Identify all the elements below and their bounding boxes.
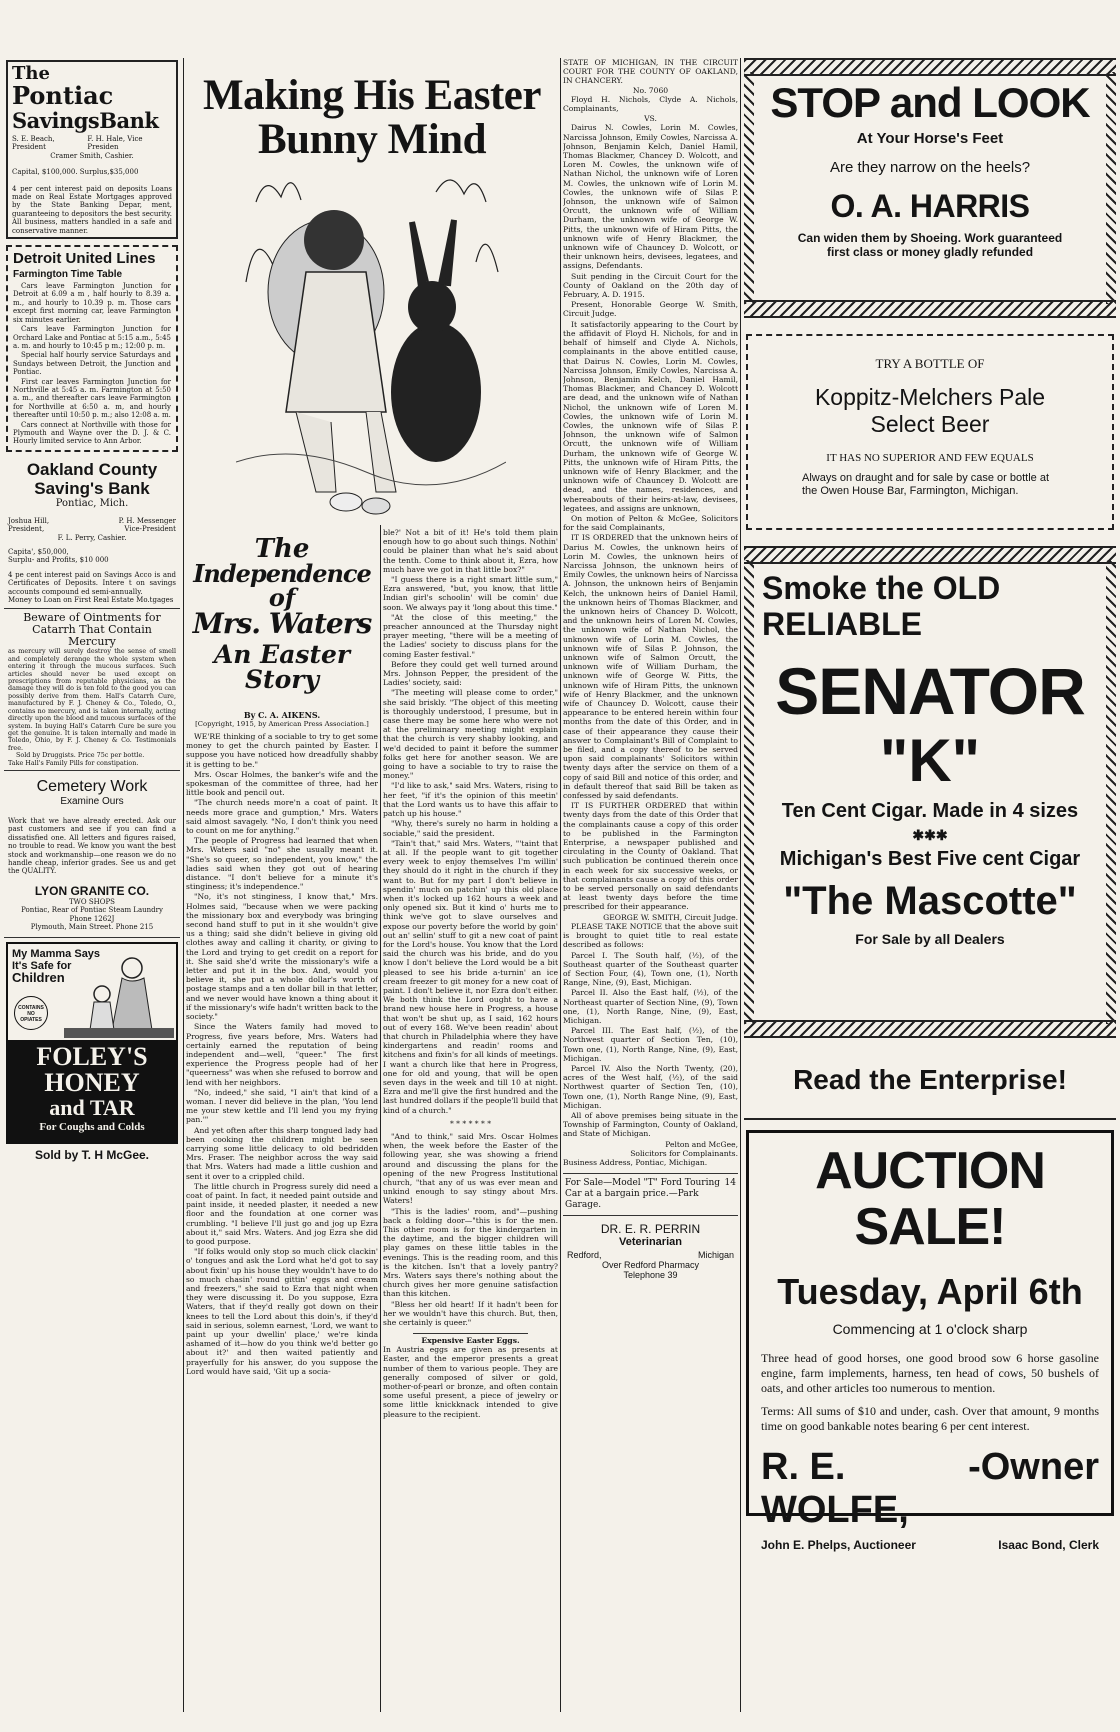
paragraph: Suit pending in the Circuit Court for the County of Oakland on the 20th day of February, A. D. 1915.: [563, 271, 738, 300]
oakland-bank-ad: [4, 458, 180, 610]
ointments-ad: [4, 609, 180, 771]
stop-name: O. A. HARRIS: [830, 188, 1030, 224]
oakland-loans: Money to Loan on First Real Estate Mo.tgages: [8, 596, 174, 605]
story-body: [186, 732, 378, 1376]
auction-date: Tuesday, April 6th: [777, 1271, 1083, 1312]
foleys-brand3: and TAR: [49, 1095, 135, 1121]
enterprise-text: Read the Enterprise!: [793, 1064, 1067, 1095]
versus: VS.: [644, 114, 657, 124]
column-rule: [740, 58, 741, 1712]
cigar-divider-icon: ✱✱✱: [912, 827, 948, 843]
perrin-phone: Telephone 39: [623, 1270, 678, 1281]
story-continued-body: [383, 528, 558, 1327]
cemetery-shop2: Plymouth, Main Street. Phone 215: [30, 923, 154, 931]
detroit-lines-title: Detroit United Lines: [13, 250, 156, 268]
perrin-title: Veterinarian: [619, 1236, 682, 1249]
auction-headline: AUCTION SALE!: [815, 1142, 1045, 1256]
mother-child-illustration: [64, 950, 174, 1038]
for-sale-text: For Sale—Model "T" Ford Touring Car at a bargain price.—Park Garage.: [565, 1178, 721, 1211]
cemetery-subtitle: Examine Ours: [60, 795, 124, 807]
for-sale-ad: [563, 1173, 738, 1216]
cigar-brand1: SENATOR: [775, 654, 1085, 728]
foleys-sold: Sold by T. H McGee.: [34, 1148, 150, 1163]
cigar-smoke2: RELIABLE: [762, 606, 922, 642]
legal-heading: STATE OF MICHIGAN, IN THE CIRCUIT COURT FOR THE COUNTY OF OAKLAND, IN CHANCERY.: [563, 58, 738, 86]
legal-notice: [563, 58, 738, 1167]
auction-owner-name: R. E. WOLFE,: [761, 1446, 909, 1531]
stop-line1: Can widen them by Shoeing. Work guaranteed: [797, 231, 1063, 245]
paragraph: Mrs. Oscar Holmes, the banker's wife and the spokesman of the committee of three, had her little book and pencil out.: [186, 769, 378, 798]
paragraph: On motion of Pelton & McGee, Solicitors for the said Complainants,: [563, 513, 738, 533]
paragraph: Special half hourly service Saturdays and Sundays between Detroit, the Junction and Pontiac.: [13, 351, 171, 377]
cigar-best: Michigan's Best Five cent Cigar: [779, 848, 1081, 870]
perrin-ad: [563, 1216, 738, 1286]
oakland-surplus: Surplu- and Profits, $10 000: [8, 556, 109, 565]
oakland-place: Pontiac, Mich.: [55, 497, 129, 509]
story-byline: By C. A. AIKENS.: [243, 710, 321, 720]
bank-name-line1: The: [12, 63, 50, 84]
beer-body: Always on draught and for sale by case or bottle at the Owen House Bar, Farmington, Michigan.: [802, 472, 1050, 497]
solicitors-title: Solicitors for Complainants.: [630, 1148, 738, 1158]
badge-text: NO: [27, 1011, 35, 1018]
easter-bunny-illustration: [236, 162, 506, 522]
story-title-5: An Easter Story: [213, 640, 351, 694]
ointments-pills: Take Hall's Family Pills for constipation.: [8, 758, 139, 767]
paragraph: IT IS FURTHER ORDERED that within twenty days from the date of this Order that the complainants cause a copy of this order to be published in the Farmington Enterprise, a newspaper published and circulating in the County of Oakland. That such publication be continued therein once in each week for six successive weeks, or that complainants cause a copy of this order to be served personally on said defendants at least twenty days before the time prescribed for their appearance.: [563, 801, 738, 912]
stop-headline: STOP and LOOK: [770, 79, 1090, 126]
cigar-price: Ten Cent Cigar. Made in 4 sizes: [781, 800, 1079, 822]
paragraph: Cars connect at Northville with those for Plymouth and Wayne over the D. J. & C. Hourly limited service to Ann Arbor.: [13, 420, 171, 446]
cemetery-title: Cemetery Work: [36, 777, 148, 795]
story-title-2: Independence: [193, 559, 371, 588]
section-stars: * * * * * * *: [449, 1118, 492, 1128]
paragraph: Cars leave Farmington Junction for Orchard Lake and Pontiac at 5:15 a.m., 5:45 a. m. and hourly to 10:45 p m.; 12:00 p. m.: [13, 325, 171, 350]
notice: PLEASE TAKE NOTICE that the above suit is brought to quiet title to real estate described as follows:: [563, 921, 738, 950]
bank-name-line3: SavingsBank: [12, 108, 159, 133]
paragraph: First car leaves Farmington Junction for Northville at 5:45 a. m. Farmington at 5:50 a. m., and thereafter cars leave Farmington for Northville at 6:50 a. m, and hourly thereafter until 10:50 p. m.; also 12:08 a. m.: [13, 377, 171, 420]
paragraph: WE'RE thinking of a sociable to try to get some money to get the church painted by Easter. I suppose you have noticed how dreadfully shabby it is getting to be.": [186, 732, 378, 769]
ads-column: [744, 58, 1116, 1716]
auction-ad: [746, 1130, 1114, 1552]
story-continued-column: [383, 528, 558, 1716]
beer-brand1: Koppitz-Melchers Pale: [814, 384, 1046, 410]
auction-owner-dash: -: [968, 1446, 981, 1488]
oakland-title-2: Saving's Bank: [34, 478, 150, 498]
foleys-line2: It's Safe for: [12, 960, 72, 973]
oakland-title-1: Oakland County: [26, 459, 158, 479]
beer-try: TRY A BOTTLE OF: [875, 356, 985, 371]
paragraph: "No, indeed," she said, "I ain't that kind of a woman. I never did believe in the plan, 'You lend me your stew kettle and I'll lend you my frying pan.'": [186, 1087, 378, 1125]
parcel: Parcel I. The South half, (½), of the Southeast quarter of the Southeast quarter of Section Four, (4), Town one, (1), North Range, Nine, (9), East, Michigan.: [563, 950, 738, 988]
paragraph: "At the close of this meeting," the preacher announced at the Thursday night prayer meeting, "there will be a meeting of the Ladies' society to discuss plans for the coming Easter festival.": [383, 612, 558, 659]
paragraph: "The meeting will please come to order," she said briskly. "The object of this meeting is thoroughly understood, I presume, but in case there may be some here who were not at the preliminary meeting might explain that the church is very shabby looking, and we'd decided to paint it before the summer folks get here for another season. We are going to have a sociable to try to raise the money.": [383, 688, 558, 781]
detroit-lines-ad: [6, 245, 178, 452]
paragraph: Cars leave Farmington Junction for Detroit at 6.09 a m , half hourly to 8.39 a. m., and hourly to 10.39 p. m. Those cars except first morning car, leave Farmington six minutes earlier.: [13, 282, 171, 324]
stop-line2: first class or money gladly refunded: [826, 245, 1034, 259]
story-title-1: The: [254, 534, 310, 564]
beer-ad: [746, 334, 1114, 530]
story-copyright: [Copyright, 1915, by American Press Association.]: [195, 720, 369, 728]
story-column: [186, 528, 378, 1716]
auction-clerk: Isaac Bond, Clerk: [998, 1538, 1099, 1552]
foleys-brand2: HONEY: [44, 1068, 140, 1098]
paragraph: And yet often after this sharp tongued lady had been cooking the children might be seen carrying some little delicacy to old bedridden Mrs. Fraser. The neighbor across the way said that Mrs. Waters had made a little cushion and sent it over to a crippled child.: [186, 1125, 378, 1181]
story-title-4: Mrs. Waters: [192, 607, 372, 640]
cigar-ad: [744, 546, 1116, 1038]
detroit-lines-body: [13, 282, 171, 446]
parcel: Parcel II. Also the East half, (½), of the Northeast quarter of Section Nine, (9), Town one, (1), North Range, Nine, (9), East, Michigan.: [563, 988, 738, 1025]
badge-text: CONTAINS: [18, 1005, 44, 1012]
beer-brand2: Select Beer: [870, 411, 990, 437]
bank-name-line2: Pontiac: [12, 81, 114, 110]
cemetery-phone1: Phone 1262J: [69, 914, 115, 923]
paragraph: "No, it's not stinginess, I know that," Mrs. Holmes said, "because when we were packing the missionary box and everybody was bringing second hand stuff to put in it she wouldn't give us a thing; said she didn't believe in giving old clothes away and calling it charity, or giving to the Lord and trying to get credit on a report for it. She said she'd write the missionary's wife a letter and put it in the box. And, would you believe it, she put a whole dollar's worth of postage stamps and a ten dollar bill in that letter, and we never would have known a thing about it if the missionary's wife hadn't written back to the society.": [186, 892, 378, 1022]
officer-title: Vice-President: [124, 525, 176, 534]
officer-title: President,: [8, 525, 45, 534]
stop-sub1: At Your Horse's Feet: [856, 130, 1004, 147]
cemetery-body: Work that we have already erected. Ask our past customers and see if you can find a dissatisfied one. All letters and figures raised, no trouble to read. We know you want the best stock and workmanship—one reason we do no handle cheap, inferior grades. See us and get the QUALITY.: [8, 816, 176, 876]
story-title-3: of: [268, 583, 296, 612]
paragraph: "I'd like to ask," said Mrs. Waters, rising to her feet, "if it's the opinion of this meetin' that the Lord wants us to have this affair to patch up his house.": [383, 781, 558, 819]
stop-sub2: Are they narrow on the heels?: [829, 159, 1031, 176]
cigar-brand2: "K": [879, 727, 981, 794]
cigar-dealers: For Sale by all Dealers: [855, 931, 1005, 947]
auction-body: Three head of good horses, one good brood sow 6 horse gasoline engine, farm implements, harness, ten head of cows, 50 bushels of oats, and other articles too numerous to mention.: [761, 1351, 1099, 1395]
parcel: Parcel III. The East half, (½), of the Northwest quarter of Section Ten, (10), Town one, (1), North Range, Nine, (9), East, Michigan.: [563, 1026, 738, 1063]
foleys-line1: My Mamma Says: [12, 948, 101, 961]
paragraph: ble?' Not a bit of it! He's told them plain enough how to go about such things. Nothin' could be plainer than what he's said about the tenth. Come to think about it, Ezra, how much have we got in that little box?": [383, 528, 558, 574]
paragraph: Since the Waters family had moved to Progress, five years before, Mrs. Waters had certainly earned the reputation of being independent and—well, "queer." The first experience the Progress people had of her "queerness" was when she refused to borrow and lend with her neighbors.: [186, 1022, 378, 1087]
column-rule: [183, 58, 184, 1712]
paragraph: "The church needs more'n a coat of paint. It needs more grace and gumption," Mrs. Waters said almost savagely. "No, I don't think you need to count on me for anything.": [186, 798, 378, 836]
paragraph: "Why, there's surely no harm in holding a sociable," said the president.: [383, 819, 558, 838]
paragraph: Before they could get well turned around Mrs. Johnson Pepper, the president of the Ladies' society, said:: [383, 659, 558, 688]
paragraph: The little church in Progress surely did need a coat of paint. In fact, it needed paint outside and paint inside, it needed plaster, it needed a new floor and the foundation at one corner was crumbling. "I believe I'll just go and jog up Ezra about it," said Mrs. Waters. And jog Ezra she did to good purpose.: [186, 1181, 378, 1246]
paragraph: "If folks would only stop so much click clackin' o' tongues and ask the Lord what he'd got to say about fixin' up his house they wouldn't have to do so much chasin' round gittin' eggs and cream and freezers," she said to Ezra that night when they were discussing it. Do you suppose, Ezra Waters, that if they'd really got down on their knees to tell the Lord about this doin's, if they'd said in serious, solemn earnest, 'Lord, we want to paint up your dwellin' place,' we're kinda ashamed of it—how do you think we'd better go about it?' and then waited patiently and prayerfully for his answer, do you suppose the Lord would have said, 'Git up a socia-: [186, 1247, 378, 1376]
bank-capital: Capital, $100,000. Surplus,$35,000: [12, 168, 139, 177]
ointments-sold: Sold by Druggists. Price 75c per bottle.: [16, 751, 145, 760]
auction-auctioneer: John E. Phelps, Auctioneer: [761, 1538, 916, 1552]
foleys-ad: [6, 942, 178, 1144]
paragraph: The people of Progress had learned that when Mrs. Waters said "no" she usually meant it. "She's so queer, so independent, you know," the ladies said when they got out of hearing distance. "I don't believe for a minute it's stinginess; it's independence.": [186, 836, 378, 892]
paragraph: "And to think," said Mrs. Oscar Holmes when, the week before the Easter of the following year, she was showing a friend around and discussing the plans for the opening of the new Progress Institutional church, "that any of us was ever mean and unkind enough to say stingy about Mrs. Waters!: [383, 1132, 558, 1206]
auction-time: Commencing at 1 o'clock sharp: [832, 1321, 1028, 1337]
paragraph: "Bless her old heart! If it hadn't been for her we wouldn't have this church. But, then, she certainly is queer.": [383, 1299, 558, 1328]
cemetery-ad: [4, 771, 180, 938]
eggs-title: Expensive Easter Eggs.: [421, 1336, 520, 1346]
cigar-mascotte: "The Mascotte": [783, 879, 1077, 923]
ointments-title: Beware of Ointments for Catarrh That Contain Mercury: [23, 611, 161, 649]
foleys-line3: Children: [12, 970, 65, 986]
paragraph: "This is the ladies' room, and"—pushing back a folding door—"this is for the men. This other room is for the kindergarten in the daytime, and the bigger children will play games on these little tables in the evenings. This is the reading room, and this is the kitchen. Isn't that a lovely pantry? Mrs. Waters says there's nothing about the church gives her more genuine satisfaction than this kitchen.: [383, 1206, 558, 1299]
defendants: Dairus N. Cowles, Lorin M. Cowles, Narcissa Johnson, Emily Cowles, Narcissa A. Johnson, Benjamin Kelch, Daniel Hamil, Thomas Blackmer, Chancey D. Wolcott, and Loren M. Cowles, the unknown wife of Nathan Nichol, the unknown wife of Loren M. Cowles, the unknown wife of Lorin M. Cowles, the unknown wife of Silas P. Johnson, the unknown wife of Salmon Orcutt, the unknown wife of William Durham, the unknown wife of George W. Pitts, the unknown wife of Hiram Pitts, the unknown wife of Henry Blackmer, the unknown wife of Chauncey D. Wolcott, or their unknown heirs, devisees, legatees, and assigns, Defendants.: [563, 123, 738, 271]
bank-cashier: Cramer Smith, Cashier.: [50, 151, 134, 160]
cemetery-company: LYON GRANITE CO.: [34, 883, 150, 898]
bank-body: 4 per cent interest paid on deposits Loans made on Real Estate Mortgages approved by the State Banking Depar, ment, guaranteeing to depositors the best security. All business, matters handled in a safe and conservative manner.: [12, 184, 172, 235]
cemetery-shop1: Pontiac, Rear of Pontiac Steam Laundry: [21, 906, 163, 915]
cigar-smoke1: Smoke the OLD: [762, 570, 1001, 606]
plaintiffs: Floyd H. Nichols, Clyde A. Nichols, Complainants,: [563, 94, 738, 114]
paragraph: Present, Honorable George W. Smith, Circuit Judge.: [563, 300, 738, 319]
detroit-lines-subtitle: Farmington Time Table: [13, 269, 123, 281]
oakland-body: 4 pe cent interest paid on Savings Acco is and Certificates of Deposits. Intere t on savings accounts compound ed semi-annually.: [8, 570, 176, 596]
foleys-tagline: For Coughs and Colds: [39, 1121, 145, 1134]
column-rule: [380, 525, 381, 1712]
oakland-cashier: F. L. Perry, Cashier.: [57, 533, 127, 542]
for-sale-number: 14: [724, 1178, 736, 1189]
auction-owner-label: Owner: [980, 1446, 1099, 1488]
case-number: No. 7060: [632, 85, 669, 95]
pontiac-bank-ad: [6, 60, 178, 239]
perrin-state: Michigan: [697, 1250, 734, 1261]
stop-look-ad: [744, 58, 1116, 318]
cemetery-shops: TWO SHOPS: [69, 897, 115, 906]
perrin-name: DR. E. R. PERRIN: [600, 1222, 701, 1237]
judge-signature: GEORGE W. SMITH, Circuit Judge.: [603, 912, 738, 922]
auction-terms: Terms: All sums of $10 and under, cash. Over that amount, 9 months time on good bankable notes bearing 6 per cent interest.: [761, 1404, 1099, 1433]
bank-officer-right: F. H. Hale, Vice Presiden: [87, 135, 143, 152]
officer-name: Joshua Hill,: [8, 516, 50, 525]
easter-feature: [186, 58, 558, 528]
perrin-address: Over Redford Pharmacy: [601, 1260, 700, 1271]
beer-claim: IT HAS NO SUPERIOR AND FEW EQUALS: [826, 452, 1034, 464]
business-address: Business Address, Pontiac, Michigan.: [563, 1157, 708, 1167]
ointments-body: as mercury will surely destroy the sense of smell and completely derange the whole system when entering it through the mucous surfaces. Such articles should never be used except on prescriptions from reputable physicians, as the damage they will do is ten fold to the good you can possibly derive from them. Hall's Catarrh Cure, manufactured by F. J. Cheney & Co., Toledo, O., contains no mercury, and is taken internally, acting directly upon the blood and mucous surfaces of the system. In buying Hall's Catarrh Cure be sure you get the genuine. It is taken internally and made in Toledo, Ohio, by F. J. Cheney & Co. Testimonials free.: [8, 647, 176, 752]
paragraph: "I guess there is a right smart little sum," Ezra answered, "but, you know, that little Indian girl's schoolin' will be comin' due soon. We always pay it 'long about this time.": [383, 575, 558, 612]
paragraph: IT IS ORDERED that the unknown heirs of Darius M. Cowles, the unknown heirs of Lorin M. Cowles, the unknown heirs of Narcissa Johnson, the unknown heirs of Emily Cowles, the unknown heirs of Narcissa A. Johnson, the unknown heirs of Benjamin Kelch, the unknown heirs of Daniel Hamil, the unknown heirs of Thomas Blackmer, and the unknown heirs of Chancey D. Wolcott, and the unknown heirs of Loren M. Cowles, the unknown wife of Nathan Nichol, the unknown wife of Lorin M. Cowles, the unknown wife of Silas P. Johnson, the unknown wife of Salmon Orcutt, the unknown wife of William Durham, the unknown wife of George W. Pitts, the unknown wife of Hiram Pitts, the unknown wife of Henry Blackmer, and the unknown wife of Chauncey D. Wolcott, cause their appearance to be entered herein within four months from the date of this Order, and in case of their appearance they cause their answer to Complainant's Bill of Complaint to be filed, and a copy thereof to be served upon said complainants' Solicitors within twenty days after the service on them of a copy of said Bill and notice of this order, and in default thereof that said Bill be taken as confessed by said defendants.: [563, 533, 738, 801]
badge-text: OPIATES: [20, 1017, 42, 1024]
paragraph: "Tain't that," said Mrs. Waters, "'taint that at all. If the people want to git together every week to enjoy themselves I'm willin' they should do it right in the church if they want to. But for my part I don't believe in spendin' much on patchin' up this old place when it's locked up 162 hours a week and only opened six. But it kind o' hurts me to think we've got to slave ourselves and expose our poverty before the world by goin' out an' sellin' stuff to git a new coat of paint for the Lord's house. You know that the Lord said the church was his bride, and do you know I don't believe the Lord would be a bit pleased to see his bride a-turnin' an ice cream freezer to git money for a new coat of paint. I don't believe it, nor Ezra don't either. We both think the Lord ought to have a brand new house here in Progress, a house that won't be shut up, as I said, 162 hours out of every 168. We've been readin' about that church in Philadelphia where they have kindergartens and readin' rooms and kitchens and fixin's for all kinds of meetings. I want a church like that here in Progress, one for old and young, that will be open seven days in the week and till 10 at night. Ezra and me'll give the first hundred and the last hundred dollars if the people'll build that kind of a church.": [383, 838, 558, 1115]
column-1: [4, 58, 180, 1716]
foleys-brand1: FOLEY'S: [36, 1042, 148, 1072]
foleys-badge: [14, 996, 48, 1030]
column-rule: [560, 58, 561, 1712]
legal-notice-column: [563, 58, 738, 1716]
feature-headline: Making His Easter Bunny Mind: [203, 72, 541, 163]
paragraph: It satisfactorily appearing to the Court by the affidavit of Floyd H. Nichols, for and in behalf of himself and Clyde A. Nichols, complainants in the above entitled cause, that Dairus N. Cowles, Lorin M. Cowles, Narcissa Johnson, Emily Cowles, Narcissa A. Johnson, Benjamin Kelch, Daniel Hamil, Thomas Blackmer, and Chancey D. Wolcott are dead, and the unknown wife of Nathan Nichol, the unknown wife of Loren M. Cowles, the unknown wife of Lorin M. Cowles, the unknown wife of Silas P. Johnson, the unknown wife of Salmon Orcutt, the unknown wife of William Durham, the unknown wife of George W. Pitts, the unknown wife of Hiram Pitts, the unknown wife of Henry Blackmer, and the unknown wife of Chauncey D. Wolcott are dead, and the names, residences, and whereabouts of their heirs-at-law, devisees, legatees, and assigns are unknown,: [563, 319, 738, 513]
enterprise-ad: [744, 1048, 1116, 1120]
solicitors: Pelton and McGee,: [665, 1139, 738, 1149]
oakland-capital: Capita', $50,000,: [8, 548, 69, 556]
parcel: All of above premises being situate in the Township of Farmington, County of Oakland, and State of Michigan.: [563, 1110, 738, 1139]
perrin-town: Redford,: [567, 1250, 602, 1261]
bank-officer-left: S. E. Beach, President: [12, 135, 55, 152]
officer-name: P. H. Messenger: [118, 516, 176, 525]
parcel: Parcel IV. Also the North Twenty, (20), acres of the West half, (½), of the said Northwest quarter of Section Ten, (10), Town one, (1), North Range Nine, (9), East, Michigan.: [563, 1063, 738, 1110]
eggs-body: In Austria eggs are given as presents at Easter, and the emperor presents a great number of them to various people. They are generally composed of silver or gold, mother-of-pearl or bronze, and often contain some useful present, a piece of jewelry or some little knickknack intended to give pleasure to the recipient.: [383, 1345, 558, 1419]
